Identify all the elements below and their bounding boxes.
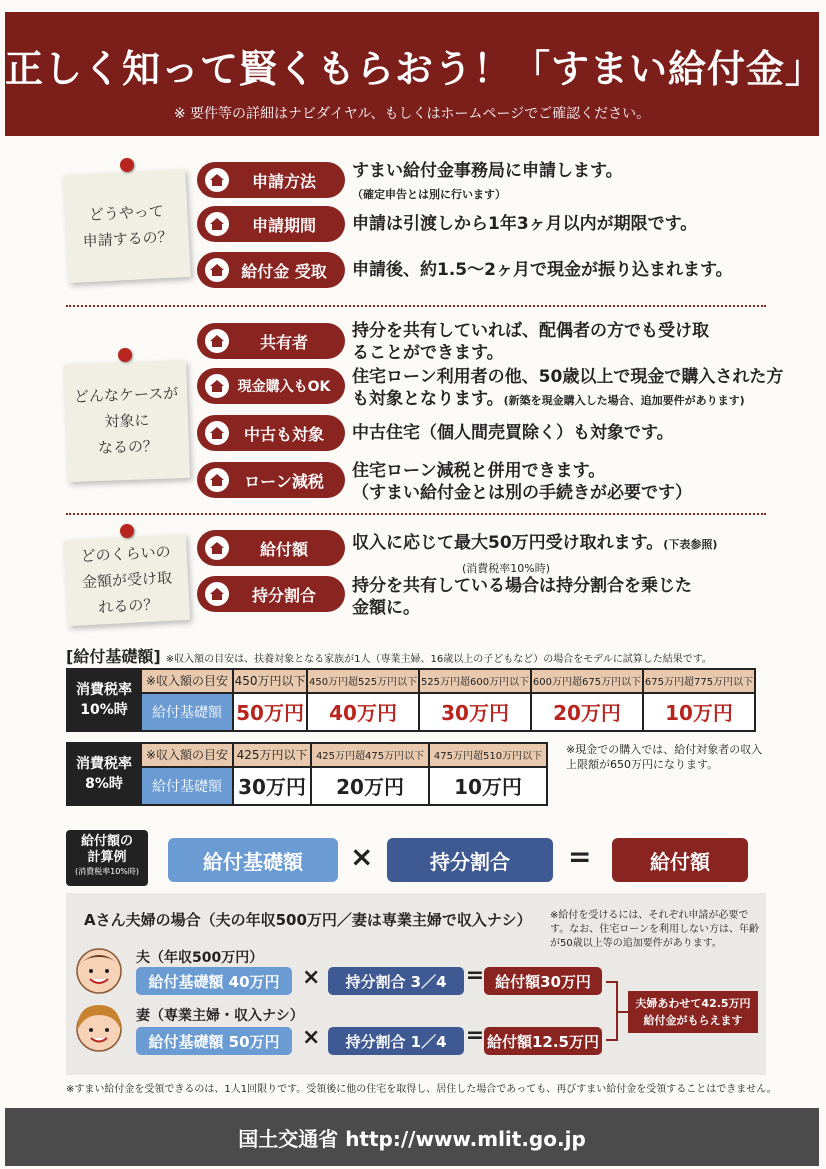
page-title: 正しく知って賢くもらおう！「すまい給付金」 xyxy=(5,47,825,91)
formula-share: 持分割合 xyxy=(387,838,553,882)
pill-cash-purchase: 現金購入もOK xyxy=(197,368,345,404)
wife-result: 給付額12.5万円 xyxy=(484,1027,602,1055)
divider xyxy=(66,305,766,307)
pin-icon xyxy=(118,348,132,362)
footnote: ※すまい給付金を受領できるのは、1人1回限りです。受領後に他の住宅を取得し、居住した場合であっても、再びすまい給付金を受領することはできません。 xyxy=(66,1084,777,1095)
bracket xyxy=(606,981,618,1041)
desc-application-method: すまい給付金事務局に申請します。 （確定申告とは別に行います） xyxy=(352,161,623,201)
husband-result: 給付額30万円 xyxy=(484,967,602,995)
value-cell: 10万円 xyxy=(643,693,755,731)
pill-application-method: 申請方法 xyxy=(197,162,345,198)
pill-share-ratio: 持分割合 xyxy=(197,576,345,612)
desc-co-owner: 持分を共有していれば、配偶者の方でも受け取 ることができます。 xyxy=(352,321,709,363)
wife-base: 給付基礎額 50万円 xyxy=(136,1027,292,1055)
house-icon xyxy=(205,468,229,492)
benefit-table-8: 消費税率 8%時 ※収入額の目安 425万円以下 425万円超475万円以下 475万円超510万円以下 給付基礎額 30万円 20万円 10万円 xyxy=(66,742,548,806)
wife-face-icon xyxy=(72,1001,126,1055)
house-icon xyxy=(205,421,229,445)
page-subtitle: ※ 要件等の詳細はナビダイヤル、もしくはホームページでご確認ください。 xyxy=(173,106,651,122)
value-cell: 30万円 xyxy=(419,693,531,731)
value-cell: 40万円 xyxy=(307,693,419,731)
sticky-note-how: どうやって 申請するの？ xyxy=(63,169,190,283)
total-box: 夫婦あわせて42.5万円 給付金がもらえます xyxy=(628,991,758,1033)
case-note: ※給付を受けるには、それぞれ申請が必要です。なお、住宅ローンを利用しない方は、年齢が50歳以上等の追加要件があります。 xyxy=(550,910,759,949)
formula-result: 給付額 xyxy=(612,838,748,882)
value-cell: 50万円 xyxy=(233,693,307,731)
house-icon xyxy=(205,168,229,192)
times-sign: × xyxy=(350,840,374,873)
sticky-note-cases: どんなケースが 対象に なるの？ xyxy=(64,360,190,482)
pill-benefit-amount: 給付額 xyxy=(197,530,345,566)
desc-share-ratio: 持分を共有している場合は持分割合を乗じた 金額に。 xyxy=(352,576,692,618)
divider xyxy=(66,513,766,515)
wife-share: 持分割合 1／4 xyxy=(328,1027,464,1055)
footer-text: 国土交通省 http://www.mlit.go.jp xyxy=(238,1126,586,1151)
husband-share: 持分割合 3／4 xyxy=(328,967,464,995)
value-cell: 30万円 xyxy=(233,767,311,805)
pin-icon xyxy=(120,524,134,538)
formula-base: 給付基礎額 xyxy=(168,838,338,882)
sticky-note-amount: どのくらいの 金額が受け取 れるの？ xyxy=(64,534,190,626)
desc-receipt: 申請後、約1.5～2ヶ月で現金が振り込まれます。 xyxy=(352,260,733,280)
value-cell: 20万円 xyxy=(531,693,643,731)
house-icon xyxy=(205,582,229,606)
desc-cash-purchase: 住宅ローン利用者の他、50歳以上で現金で購入された方 も対象となります。(新築を現金購入した場合、追加要件があります) xyxy=(352,367,784,409)
pill-receipt: 給付金 受取 xyxy=(197,252,345,288)
desc-loan-tax: 住宅ローン減税と併用できます。 （すまい給付金とは別の手続きが必要です） xyxy=(352,461,692,503)
pill-loan-tax: ローン減税 xyxy=(197,462,345,498)
table-heading: [給付基礎額] ※収入額の目安は、扶養対象となる家族が1人（専業主婦、16歳以上の子どもなど）の場合をモデルに試算した結果です。 xyxy=(66,647,712,666)
pill-application-period: 申請期間 xyxy=(197,206,345,242)
pill-used-home: 中古も対象 xyxy=(197,415,345,451)
husband-base: 給付基礎額 40万円 xyxy=(136,967,292,995)
calc-example-box: Aさん夫婦の場合（夫の年収500万円／妻は専業主婦で収入ナシ） ※給付を受けるには、それぞれ申請が必要です。なお、住宅ローンを利用しない方は、年齢が50歳以上等の追加要件があります。 夫（年収500万円） 給付基礎額 40万円 × 持分割合 3／4 = 給付額30万円 妻（専業主婦・収入ナシ） 給付基礎額 50万円 × 持分割合 1／4 = 給付額12.5万円 夫婦あわせて42.5万円 給付金がもらえます xyxy=(66,893,766,1075)
house-icon xyxy=(205,258,229,282)
value-cell: 10万円 xyxy=(429,767,547,805)
desc-used-home: 中古住宅（個人間売買除く）も対象です。 xyxy=(352,423,674,443)
pin-icon xyxy=(120,158,134,172)
benefit-table-10: 消費税率 10%時 ※収入額の目安 450万円以下 450万円超525万円以下 525万円超600万円以下 600万円超675万円以下 675万円超775万円以下 給付基礎額 50万円 40万円 30万円 20万円 10万円 xyxy=(66,668,756,732)
cash-note: ※現金での購入では、給付対象者の収入上限額が650万円になります。 xyxy=(566,743,763,771)
footer xyxy=(5,1108,819,1166)
case-title: Aさん夫婦の場合（夫の年収500万円／妻は専業主婦で収入ナシ） xyxy=(84,911,532,929)
desc-application-period: 申請は引渡しから1年3ヶ月以内が期限です。 xyxy=(352,214,698,234)
pill-co-owner: 共有者 xyxy=(197,323,345,359)
equals-sign: = xyxy=(568,840,592,873)
house-icon xyxy=(205,212,229,236)
calc-badge: 給付額の 計算例 (消費税率10%時) xyxy=(66,830,148,886)
value-cell: 20万円 xyxy=(311,767,429,805)
husband-face-icon xyxy=(72,943,126,997)
desc-benefit-amount: 収入に応じて最大50万円受け取れます。(下表参照) (消費税率10%時) xyxy=(352,533,718,575)
house-icon xyxy=(205,536,229,560)
page-header xyxy=(5,12,825,136)
house-icon xyxy=(205,374,229,398)
house-icon xyxy=(205,329,229,353)
